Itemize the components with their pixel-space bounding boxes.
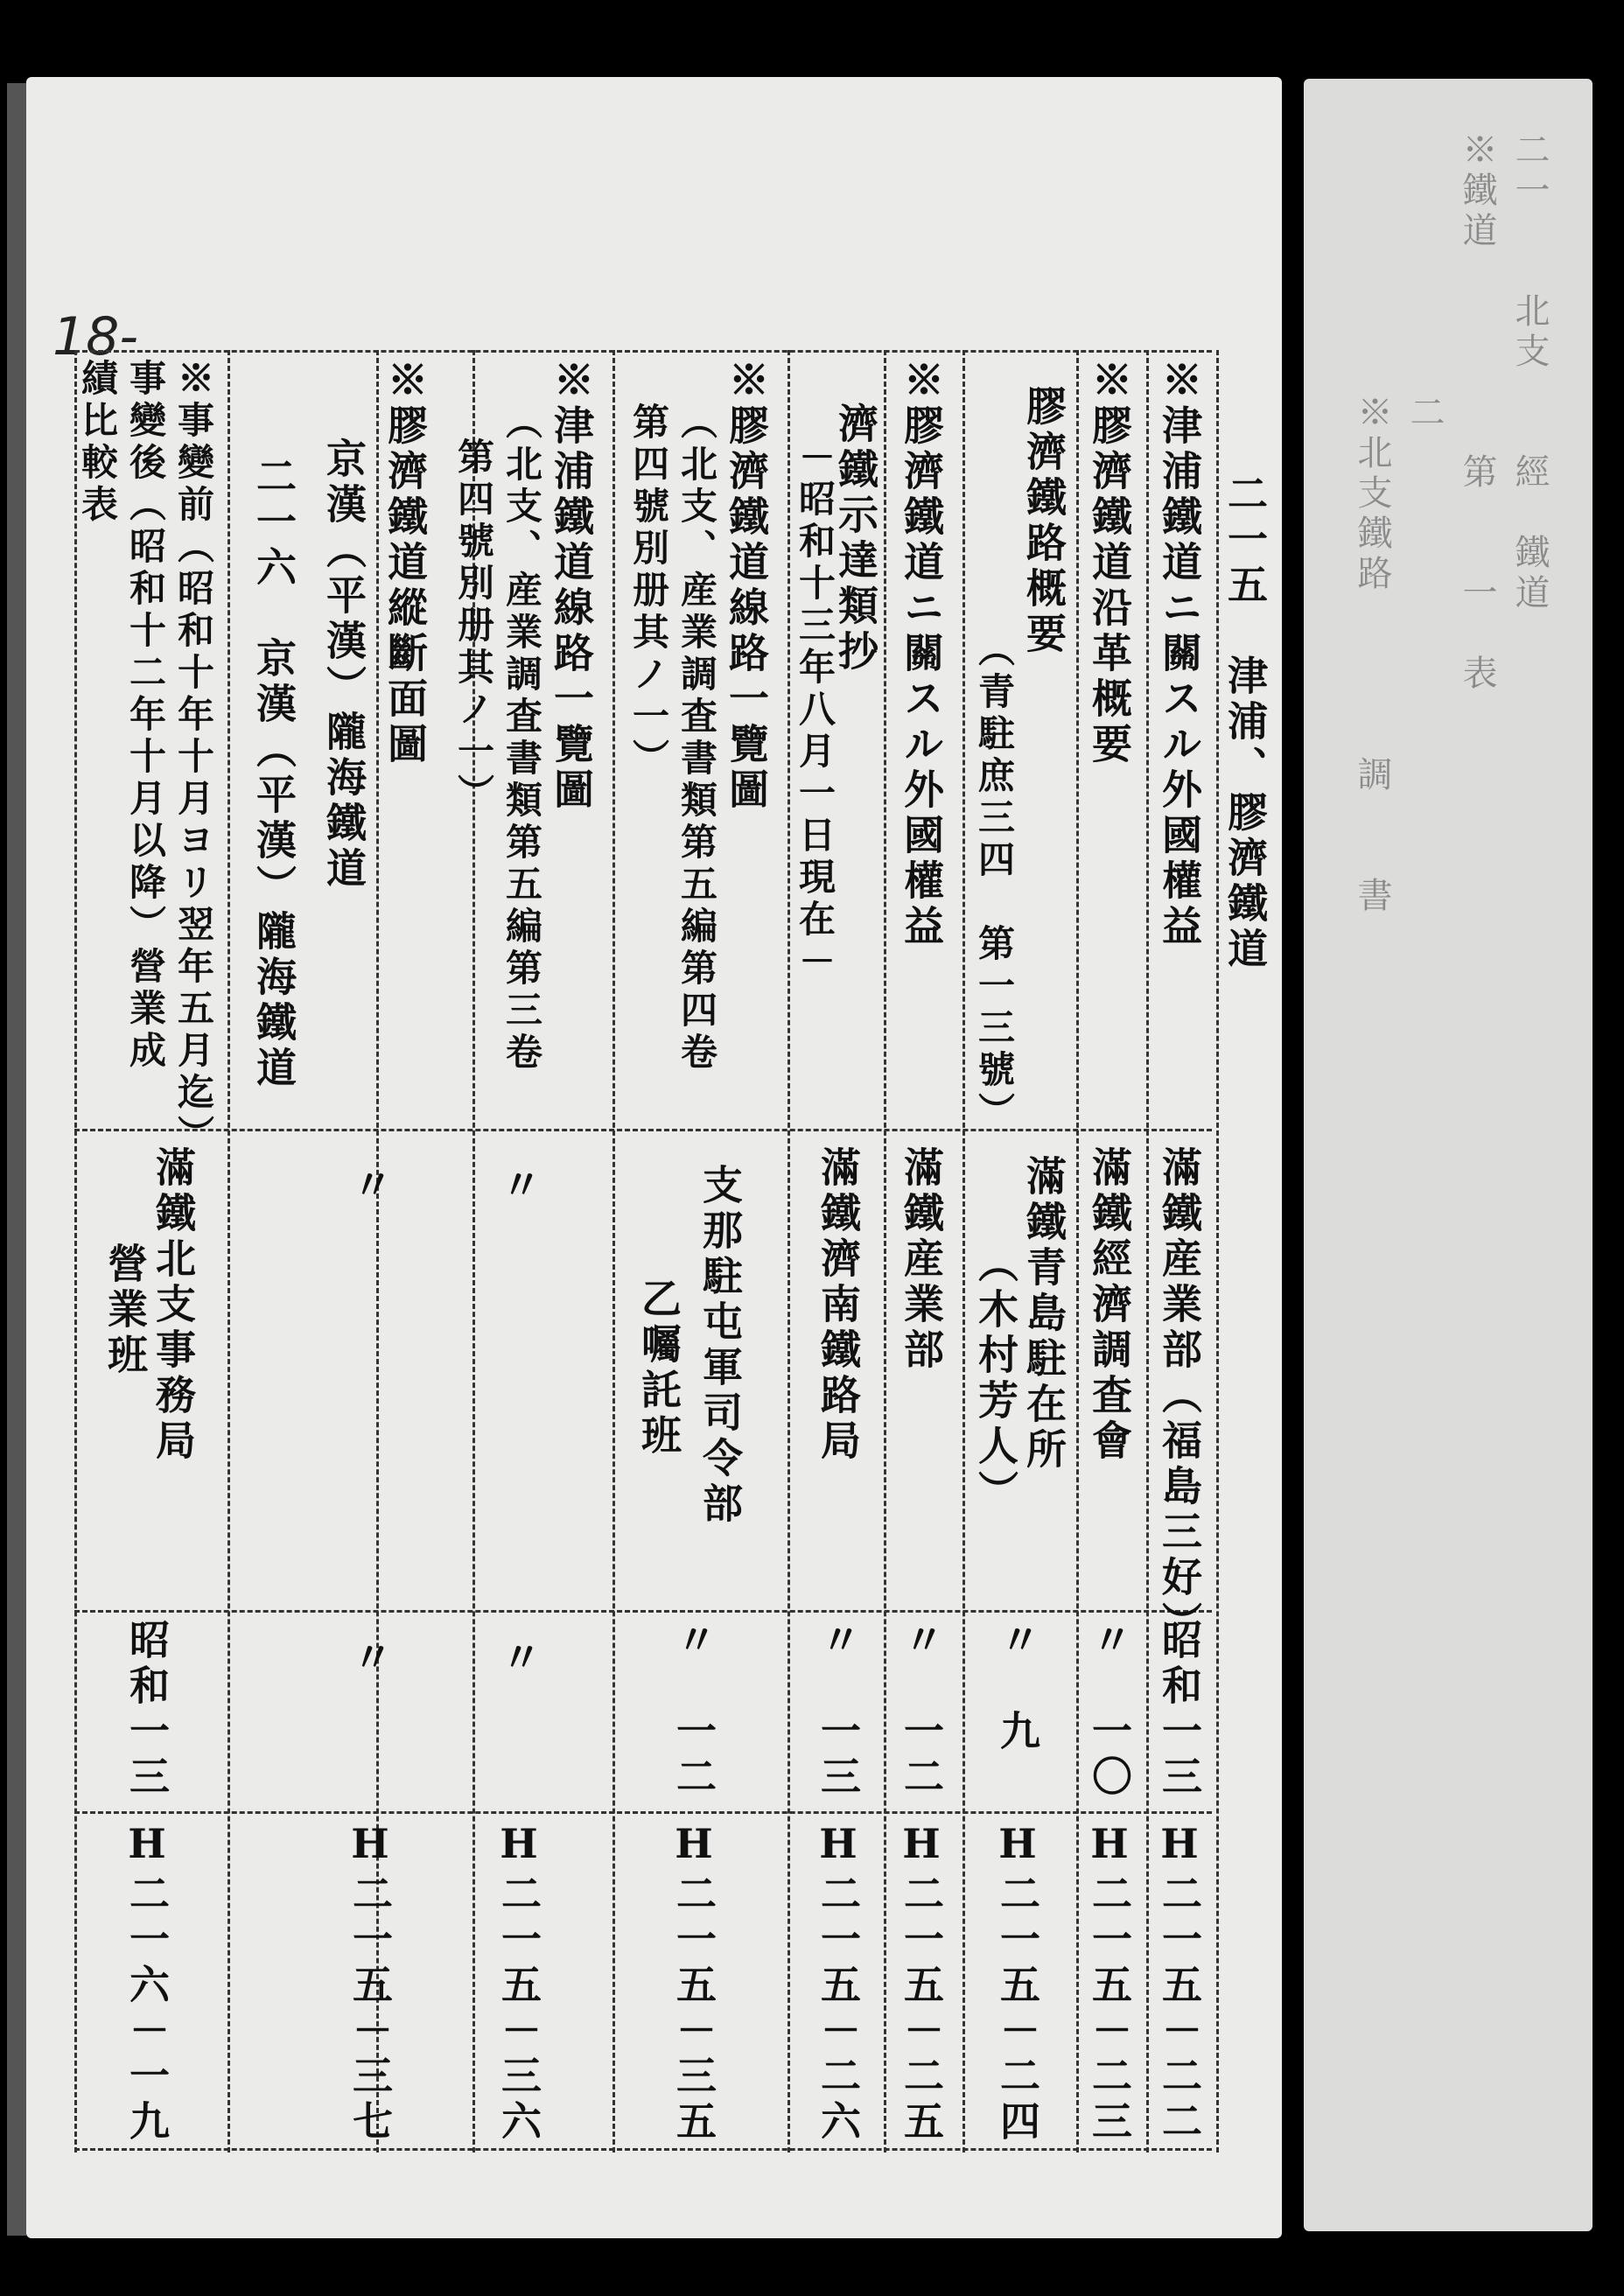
entry-organization: 滿鐵濟南鐵路局 [815,1146,862,1465]
row-divider [74,350,77,2152]
entry-date: 昭和一三 [1156,1619,1203,1801]
faint-text-3: 二 [1404,394,1445,957]
entry-organization-ditto: 〃 [346,1164,394,1209]
faint-text-1: 二一 北支 經 鐵道 [1509,131,1550,654]
entry-organization-note: （木村芳人） [972,1242,1019,1516]
entry-organization-note: 營業班 [102,1242,149,1379]
entry-code: H二一五－三七 [346,1820,394,2146]
entry-date: 〃 一二 [670,1619,718,1801]
entry-date: 〃 一三 [815,1619,862,1801]
handwritten-page-number: 18- [52,306,138,368]
row-divider [962,350,965,2152]
entry-date: 〃 一二 [898,1619,945,1801]
col-divider-title-org [74,1129,1212,1131]
row-divider [1076,350,1079,2152]
entry-code: H二一五－二六 [815,1820,862,2146]
entry-title: ※膠濟鐵道縱斷面圖 [382,359,429,768]
row-divider [1146,350,1149,2152]
section-215-heading: 二一五 津浦、膠濟鐵道 [1222,472,1269,973]
entry-date: 昭和一三 [123,1619,171,1801]
entry-organization: 支那駐屯軍司令部 [696,1164,744,1528]
entry-title: 濟鐵示達類抄 [832,402,879,676]
entry-title: 膠濟鐵路概要 [1020,385,1068,658]
entry-organization: 滿鐵産業部（福島三好） [1156,1146,1203,1647]
entry-code: H二一五－二三 [1086,1820,1133,2146]
entry-title-cont: 績比較表 [76,359,119,527]
entry-title: ※津浦鐵道ニ關スル外國權益 [1156,359,1203,950]
entry-code: H二一五－二五 [898,1820,945,2146]
entry-code: H二一五－三五 [670,1820,718,2146]
entry-subtitle-cont: 第四號別册其ノ一） [627,402,670,780]
entry-title: ※事變前（昭和十年十月ヨリ翌年五月迄） [172,359,215,1157]
faint-text-2: ※鐵道 第 一 表 [1457,131,1497,695]
entry-date-ditto: 〃 [346,1636,394,1682]
entry-organization: 滿鐵北支事務局 [150,1146,197,1465]
row-divider [612,350,615,2152]
entry-subtitle: （北支、産業調査書類第五編第三卷 [500,402,543,1074]
entry-code: H二一五－三六 [495,1820,542,2146]
entry-code: H二一五－二二 [1156,1820,1203,2146]
entry-title-cont: 事變後（昭和十二年十月以降）營業成 [124,359,167,1073]
col-divider-org-date [74,1610,1212,1613]
entry-title: ※膠濟鐵道沿革概要 [1086,359,1133,768]
entry-code: H二一六－一九 [123,1820,171,2146]
row-divider [884,350,886,2152]
entry-code: H二一五－二四 [994,1820,1041,2146]
table-bottom-rule [74,2148,1212,2151]
entry-organization: 滿鐵經濟調査會 [1086,1146,1133,1465]
table-top-rule [74,350,1212,353]
row-divider [1216,350,1219,2152]
entry-date: 〃 九 [994,1619,1041,1755]
entry-date-ditto: 〃 [495,1636,542,1682]
entry-organization: 滿鐵産業部 [898,1146,945,1374]
entry-subtitle: （青駐庶三四 第一三號） [973,630,1016,1134]
col-divider-date-code [74,1811,1212,1814]
entry-subtitle: －昭和十三年八月一日現在－ [794,438,836,984]
right-page-edge [1304,79,1592,2231]
entry-date: 〃 一〇 [1086,1619,1133,1801]
entry-title: ※津浦鐵道線路一覽圖 [548,359,595,814]
entry-organization-ditto: 〃 [495,1164,542,1209]
entry-title: ※膠濟鐵道線路一覽圖 [723,359,770,814]
entry-title: ※膠濟鐵道ニ關スル外國權益 [898,359,945,950]
book-spine [7,83,26,2236]
entry-subtitle: （北支、産業調査書類第五編第四卷 [676,402,718,1074]
entry-subtitle-cont: 第四號別册其ノ一） [452,438,495,816]
faint-text-4: ※北支鐵路 調 書 [1352,394,1392,998]
entry-organization-note: 乙囑託班 [635,1278,682,1460]
section-216-heading: 二一六 京漢（平漢）隴海鐵道 [250,455,298,1092]
row-divider [788,350,790,2152]
entry-subtitle: 京漢（平漢）隴海鐵道 [320,438,368,892]
row-divider [228,350,230,2152]
entry-organization: 滿鐵青島駐在所 [1020,1155,1068,1474]
